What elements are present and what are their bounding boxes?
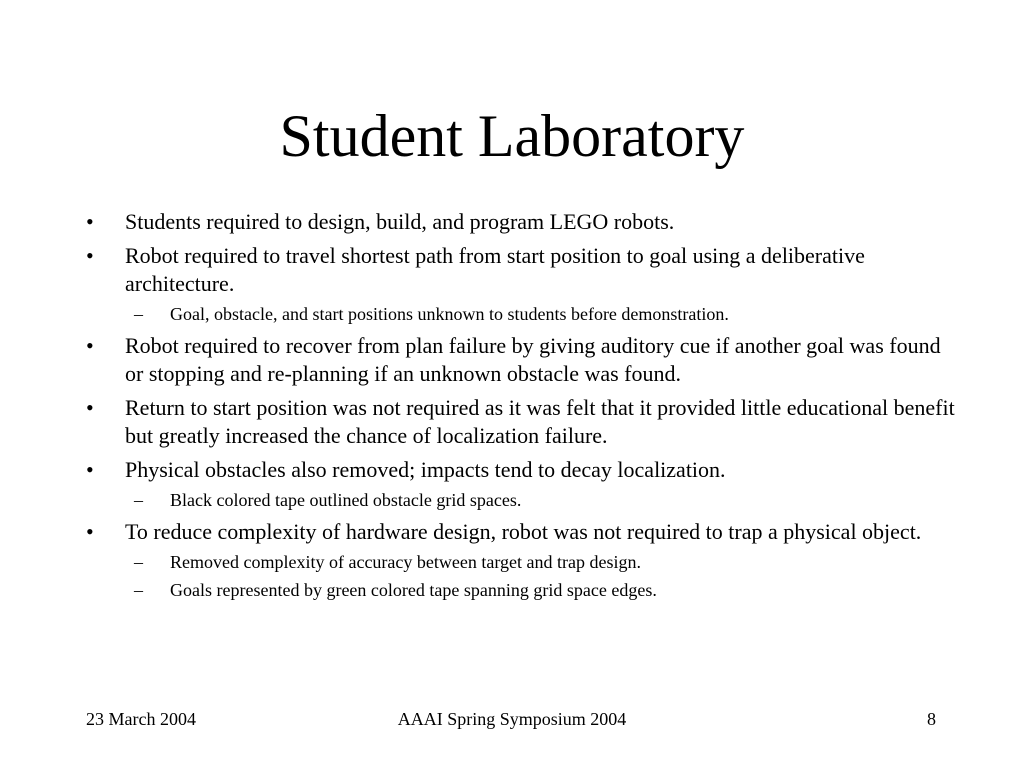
sub-bullet-item — [134, 302, 956, 326]
bullet-marker: • — [86, 519, 94, 544]
sub-bullet-marker: – — [134, 580, 143, 600]
bullet-item — [86, 518, 956, 546]
bullet-list — [86, 208, 956, 602]
bullet-marker: • — [86, 209, 94, 234]
bullet-item — [86, 456, 956, 484]
sub-bullet-item — [134, 578, 956, 602]
bullet-item — [86, 394, 956, 450]
bullet-item — [86, 208, 956, 236]
slide-title: Student Laboratory — [279, 103, 745, 169]
sub-bullet-item — [134, 550, 956, 574]
bullet-text: Robot required to recover from plan failure by giving auditory cue if another goal was found or stopping and re-planning if an unknown obstacle was found. — [125, 333, 941, 386]
bullet-marker: • — [86, 243, 94, 268]
footer-page-number: 8 — [927, 709, 936, 729]
sub-bullet-marker: – — [134, 304, 143, 324]
bullet-text: Students required to design, build, and program LEGO robots. — [125, 209, 675, 234]
sub-bullet-text: Goal, obstacle, and start positions unknown to students before demonstration. — [170, 304, 729, 324]
bullet-marker: • — [86, 457, 94, 482]
bullet-item — [86, 332, 956, 388]
bullet-marker: • — [86, 395, 94, 420]
sub-bullet-text: Removed complexity of accuracy between target and trap design. — [170, 552, 641, 572]
sub-bullet-marker: – — [134, 552, 143, 572]
bullet-text: Robot required to travel shortest path from start position to goal using a deliberative architecture. — [125, 243, 865, 296]
sub-bullet-item — [134, 488, 956, 512]
sub-bullet-text: Goals represented by green colored tape spanning grid space edges. — [170, 580, 657, 600]
footer-event: AAAI Spring Symposium 2004 — [397, 709, 627, 729]
sub-bullet-text: Black colored tape outlined obstacle grid spaces. — [170, 490, 522, 510]
bullet-item — [86, 242, 956, 298]
bullet-text: Physical obstacles also removed; impacts tend to decay localization. — [125, 457, 726, 482]
sub-bullet-marker: – — [134, 490, 143, 510]
footer-date: 23 March 2004 — [86, 709, 196, 729]
bullet-marker: • — [86, 333, 94, 358]
bullet-text: To reduce complexity of hardware design, robot was not required to trap a physical object. — [125, 519, 922, 544]
bullet-text: Return to start position was not required as it was felt that it provided little educational benefit but greatly increased the chance of localization failure. — [125, 395, 955, 448]
